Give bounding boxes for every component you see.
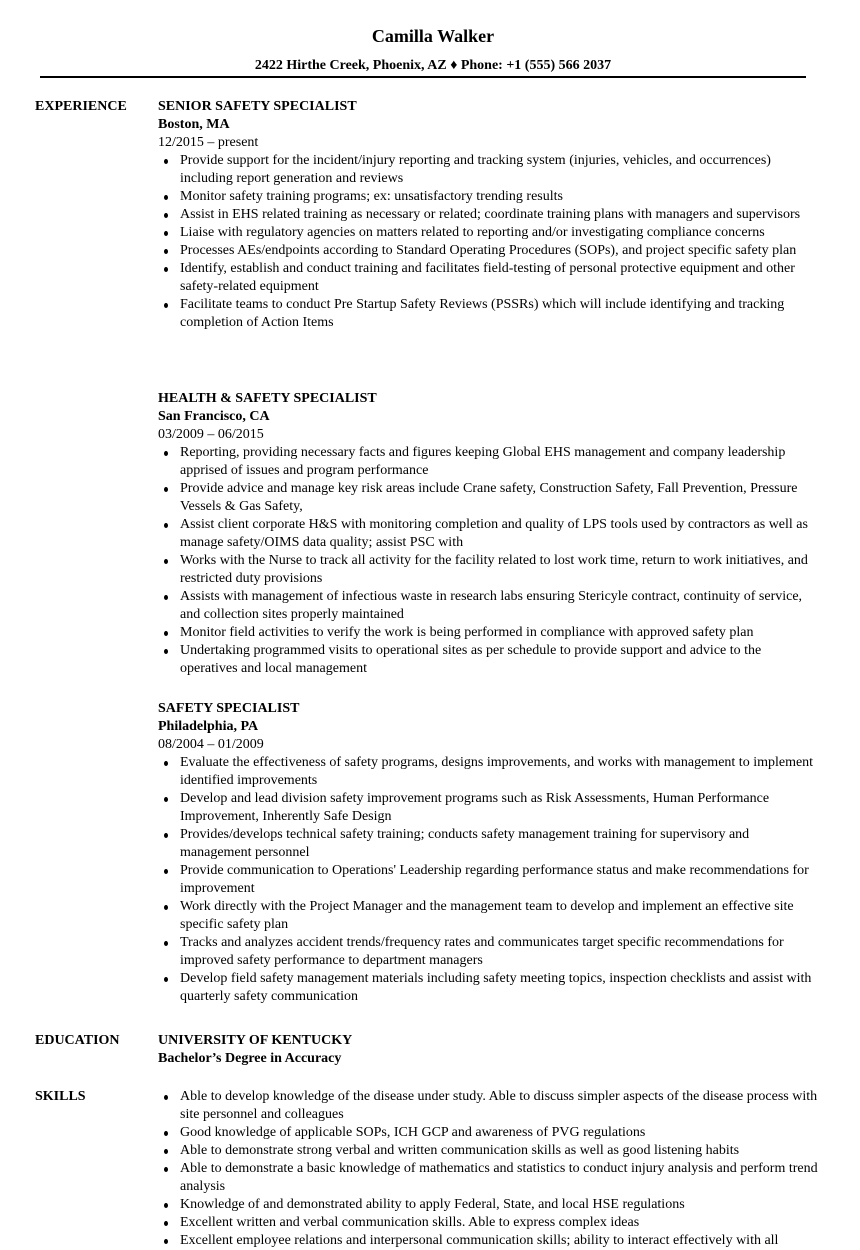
bullet-icon [164, 1095, 168, 1100]
bullet-item [158, 188, 818, 206]
bullet-text: Processes AEs/endpoints according to Standard Operating Procedures (SOPs), and project specific safety plan [180, 243, 797, 258]
bullet-icon [164, 761, 168, 766]
job-location: Boston, MA [158, 117, 230, 132]
job-bullets [158, 444, 818, 678]
job-dates: 03/2009 – 06/2015 [158, 427, 264, 442]
contact-info: 2422 Hirthe Creek, Phoenix, AZ ♦ Phone: +1 (555) 566 2037 [254, 58, 612, 73]
bullet-icon [164, 213, 168, 218]
bullet-text: Liaise with regulatory agencies on matters related to reporting and/or investigating compliance concerns [180, 225, 765, 240]
skill-text: Excellent employee relations and interpersonal communication skills; ability to interact effectively with all [180, 1233, 779, 1248]
skill-text: Able to demonstrate strong verbal and written communication skills as well as good listening habits [180, 1143, 740, 1158]
bullet-icon [164, 595, 168, 600]
section-label-experience: EXPERIENCE [35, 99, 127, 114]
bullet-text: Identify, establish and conduct training and facilitates field-testing of personal protective equipment and other safety-related equipment [180, 261, 795, 294]
bullet-text: Evaluate the effectiveness of safety programs, designs improvements, and works with management to implement identified improvements [180, 755, 814, 788]
skill-item [158, 1214, 818, 1232]
bullet-icon [164, 1131, 168, 1136]
bullet-icon [164, 159, 168, 164]
education-body [158, 1032, 818, 1068]
bullet-item [158, 588, 818, 624]
bullet-item [158, 516, 818, 552]
bullet-item [158, 970, 818, 1006]
experience-body [158, 98, 818, 1006]
bullet-item [158, 898, 818, 934]
bullet-item [158, 206, 818, 224]
bullet-item [158, 260, 818, 296]
bullet-icon [164, 451, 168, 456]
skill-item [158, 1088, 818, 1124]
bullet-icon [164, 1167, 168, 1172]
skill-text: Able to develop knowledge of the disease under study. Able to discuss simpler aspects of the disease process with site personnel and colleagues [180, 1089, 818, 1122]
bullet-item [158, 862, 818, 898]
bullet-icon [164, 303, 168, 308]
skill-item [158, 1160, 818, 1196]
bullet-icon [164, 195, 168, 200]
job-entry [158, 700, 818, 1006]
bullet-text: Monitor safety training programs; ex: unsatisfactory trending results [180, 189, 563, 204]
bullet-text: Assists with management of infectious waste in research labs ensuring Stericyle contract, continuity of service, and collection sites properly maintained [180, 589, 803, 622]
bullet-item [158, 754, 818, 790]
bullet-item [158, 242, 818, 260]
bullet-item [158, 296, 818, 332]
bullet-icon [164, 231, 168, 236]
job-location: Philadelphia, PA [158, 719, 259, 734]
bullet-item [158, 642, 818, 678]
bullet-item [158, 790, 818, 826]
bullet-text: Provide support for the incident/injury reporting and tracking system (injuries, vehicles, and occurrences) including report generation and reviews [180, 153, 771, 186]
bullet-icon [164, 833, 168, 838]
bullet-icon [164, 1203, 168, 1208]
bullet-text: Provides/develops technical safety training; conducts safety management training for supervisory and management personnel [180, 827, 750, 860]
skills-body [158, 1088, 818, 1250]
job-title: SAFETY SPECIALIST [158, 701, 300, 716]
bullet-item [158, 552, 818, 588]
section-label-skills: SKILLS [35, 1089, 86, 1104]
bullet-icon [164, 1221, 168, 1226]
job-title: HEALTH & SAFETY SPECIALIST [158, 391, 377, 406]
job-location: San Francisco, CA [158, 409, 270, 424]
bullet-icon [164, 869, 168, 874]
bullet-icon [164, 649, 168, 654]
candidate-name: Camilla Walker [371, 26, 495, 46]
job-dates: 12/2015 – present [158, 135, 259, 150]
bullet-text: Assist in EHS related training as necessary or related; coordinate training plans with managers and supervisors [180, 207, 801, 222]
header-divider [40, 76, 806, 78]
bullet-item [158, 480, 818, 516]
bullet-icon [164, 559, 168, 564]
bullet-text: Facilitate teams to conduct Pre Startup Safety Reviews (PSSRs) which will include identifying and tracking completion of Action Items [180, 297, 785, 330]
bullet-item [158, 624, 818, 642]
bullet-text: Monitor field activities to verify the work is being performed in compliance with approved safety plan [180, 625, 754, 640]
job-bullets [158, 152, 818, 332]
resume-header [0, 24, 860, 75]
bullet-icon [164, 631, 168, 636]
bullet-icon [164, 941, 168, 946]
skill-text: Good knowledge of applicable SOPs, ICH GCP and awareness of PVG regulations [180, 1125, 646, 1140]
skill-text: Able to demonstrate a basic knowledge of mathematics and statistics to conduct injury analysis and perform trend analysis [180, 1161, 818, 1194]
job-entry [158, 98, 818, 390]
bullet-text: Develop field safety management materials including safety meeting topics, inspection checklists and assist with quarterly safety communication [180, 971, 812, 1004]
skill-text: Excellent written and verbal communication skills. Able to express complex ideas [180, 1215, 640, 1230]
bullet-icon [164, 1149, 168, 1154]
job-title: SENIOR SAFETY SPECIALIST [158, 99, 357, 114]
bullet-item [158, 826, 818, 862]
bullet-item [158, 444, 818, 480]
skill-text: Knowledge of and demonstrated ability to apply Federal, State, and local HSE regulations [180, 1197, 685, 1212]
bullet-icon [164, 523, 168, 528]
bullet-text: Work directly with the Project Manager and the management team to develop and implement an effective site specific safety plan [180, 899, 794, 932]
bullet-text: Provide communication to Operations' Leadership regarding performance status and make recommendations for improvement [180, 863, 809, 896]
bullet-item [158, 152, 818, 188]
bullet-icon [164, 267, 168, 272]
skills-list [158, 1088, 818, 1250]
skill-item [158, 1232, 818, 1250]
school-name: UNIVERSITY OF KENTUCKY [158, 1033, 353, 1048]
degree: Bachelor’s Degree in Accuracy [158, 1051, 342, 1066]
section-label-education: EDUCATION [35, 1033, 120, 1048]
bullet-icon [164, 797, 168, 802]
bullet-icon [164, 977, 168, 982]
job-dates: 08/2004 – 01/2009 [158, 737, 264, 752]
bullet-icon [164, 249, 168, 254]
skill-item [158, 1142, 818, 1160]
bullet-text: Undertaking programmed visits to operational sites as per schedule to provide support and advice to the operatives and local management [180, 643, 762, 676]
bullet-text: Reporting, providing necessary facts and figures keeping Global EHS management and company leadership apprised of issues and program performance [180, 445, 786, 478]
bullet-icon [164, 905, 168, 910]
job-bullets [158, 754, 818, 1006]
bullet-text: Provide advice and manage key risk areas include Crane safety, Construction Safety, Fall Prevention, Pressure Vessels & Gas Safety, [180, 481, 798, 514]
bullet-item [158, 224, 818, 242]
bullet-text: Develop and lead division safety improvement programs such as Risk Assessments, Human Performance Improvement, Inherently Safe Design [180, 791, 770, 824]
skill-item [158, 1196, 818, 1214]
skill-item [158, 1124, 818, 1142]
bullet-text: Assist client corporate H&S with monitoring completion and quality of LPS tools used by contractors as well as manage safety/OIMS data quality; assist PSC with [180, 517, 808, 550]
job-entry [158, 390, 818, 700]
bullet-item [158, 934, 818, 970]
bullet-text: Tracks and analyzes accident trends/frequency rates and communicates target specific recommendations for improved safety performance to department managers [180, 935, 784, 968]
bullet-icon [164, 487, 168, 492]
bullet-text: Works with the Nurse to track all activity for the facility related to lost work time, return to work initiatives, and restricted duty provisions [180, 553, 808, 586]
